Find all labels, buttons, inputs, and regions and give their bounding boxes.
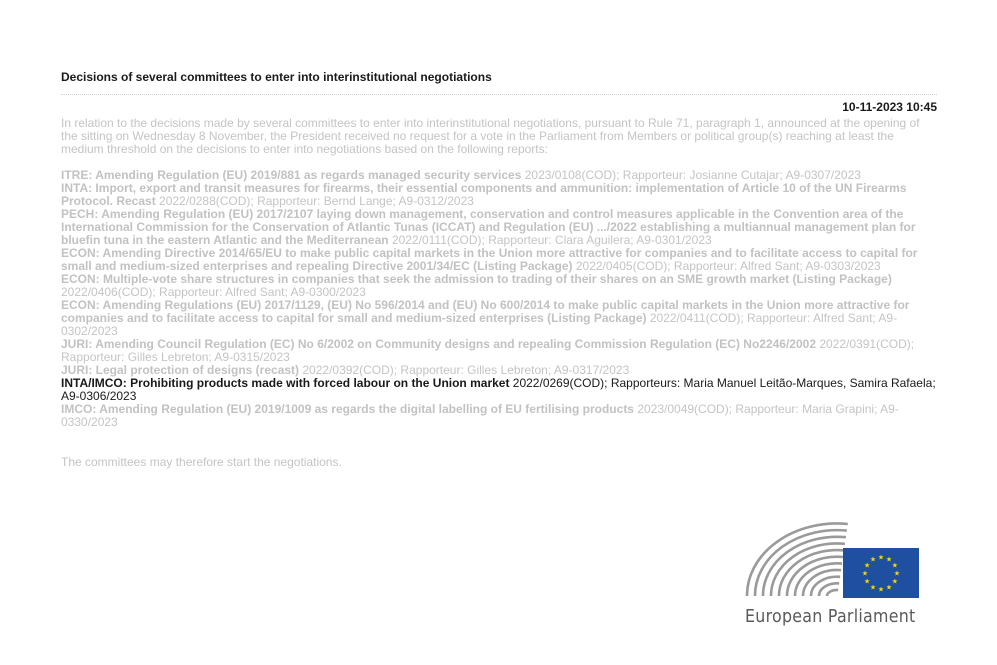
report-title: JURI: Legal protection of designs (recast) (61, 363, 300, 377)
report-details: 2022/0411(COD); Rapporteur: Alfred Sant; A9-0302/2023 (61, 311, 898, 338)
report-item (61, 247, 937, 273)
hemicycle-arc (827, 590, 838, 596)
report-title: ECON: Amending Directive 2014/65/EU to make public capital markets in the Union more attractive for companies and to facilitate access to capital for small and medium-sized enterprises and repealing Directive 2001/34/EC (Listing Package) (61, 246, 918, 273)
document-title: Decisions of several committees to enter into interinstitutional negotiations (61, 70, 937, 95)
report-item-highlighted (61, 377, 937, 403)
logo-text: European Parliament (745, 606, 916, 627)
report-title: PECH: Amending Regulation (EU) 2017/2107 laying down management, conservation and control measures applicable in the Convention area of the International Commission for the Conservation of Atlantic Tunas (ICCAT) and Regulation (EU) .../2022 establishing a multiannual management plan for bluefin tuna in the eastern Atlantic and the Mediterranean (61, 207, 916, 247)
closing-paragraph: The committees may therefore start the negotiations. (61, 455, 342, 469)
eu-star-icon: ★ (869, 584, 877, 592)
report-details: 2022/0288(COD); Rapporteur: Bernd Lange; A9-0312/2023 (155, 194, 474, 208)
eu-star-icon: ★ (885, 584, 893, 592)
report-title: ECON: Amending Regulations (EU) 2017/1129, (EU) No 596/2014 and (EU) No 600/2014 to make public capital markets in the Union more attractive for companies and to facilitate access to capital for small and medium-sized enterprises (Listing Package) (61, 298, 910, 325)
eu-star-icon: ★ (869, 556, 877, 564)
eu-star-icon: ★ (877, 586, 885, 594)
eu-star-icon: ★ (877, 554, 885, 562)
eu-star-icon: ★ (885, 556, 893, 564)
report-item (61, 182, 937, 208)
document (61, 70, 937, 469)
report-details: 2022/0405(COD); Rapporteur: Alfred Sant; A9-0303/2023 (572, 259, 881, 273)
eu-star-icon: ★ (864, 562, 871, 570)
report-title: INTA: Import, export and transit measures for firearms, their essential components and ammunition: implementation of Article 10 of the UN Firearms Protocol. Recast (61, 181, 907, 208)
report-details: 2023/0049(COD); Rapporteur: Maria Grapini; A9-0330/2023 (61, 402, 899, 429)
document-datetime: 10-11-2023 10:45 (842, 100, 937, 114)
report-title: ITRE: Amending Regulation (EU) 2019/881 as regards managed security services (61, 168, 522, 182)
report-item (61, 273, 937, 299)
report-title: INTA/IMCO: Prohibiting products made with forced labour on the Union market (61, 376, 510, 390)
report-item (61, 299, 937, 338)
european-parliament-logo (745, 512, 925, 632)
report-details: 2022/0391(COD); Rapporteur: Gilles Lebreton; A9-0315/2023 (61, 337, 915, 364)
eu-star-icon: ★ (891, 578, 898, 586)
intro-paragraph: In relation to the decisions made by several committees to enter into interinstitutional negotiations, pursuant to Rule 71, paragraph 1, announced at the opening of the sitting on Wednesday 8 November, the President received no request for a vote in the Parliament from Members or political group(s) reaching at least the medium threshold on the decisions to enter into negotiations based on the following reports: (61, 116, 920, 156)
eu-star-icon: ★ (891, 562, 898, 570)
report-details: 2022/0392(COD); Rapporteur: Gilles Lebreton; A9-0317/2023 (299, 363, 630, 377)
report-title: IMCO: Amending Regulation (EU) 2019/1009 as regards the digital labelling of EU fertilising products (61, 402, 634, 416)
report-item (61, 208, 937, 247)
report-details: 2023/0108(COD); Rapporteur: Josianne Cutajar; A9-0307/2023 (521, 168, 861, 182)
report-item (61, 338, 937, 364)
report-details: 2022/0269(COD); Rapporteurs: Maria Manuel Leitão-Marques, Samira Rafaela; A9-0306/2023 (61, 376, 936, 403)
parliament-hemicycle-icon (745, 512, 925, 602)
report-title: ECON: Multiple-vote share structures in companies that seek the admission to trading of their shares on an SME growth market (Listing Package) (61, 272, 892, 286)
eu-star-icon: ★ (864, 578, 871, 586)
eu-star-icon: ★ (861, 570, 869, 578)
report-details: 2022/0406(COD); Rapporteur: Alfred Sant; A9-0300/2023 (61, 285, 366, 299)
report-list (61, 169, 937, 429)
report-item (61, 403, 937, 429)
report-title: JURI: Amending Council Regulation (EC) No 6/2002 on Community designs and repealing Commission Regulation (EC) No2246/2002 (61, 337, 817, 351)
eu-star-icon: ★ (893, 570, 901, 578)
report-details: 2022/0111(COD); Rapporteur: Clara Aguilera; A9-0301/2023 (388, 233, 712, 247)
